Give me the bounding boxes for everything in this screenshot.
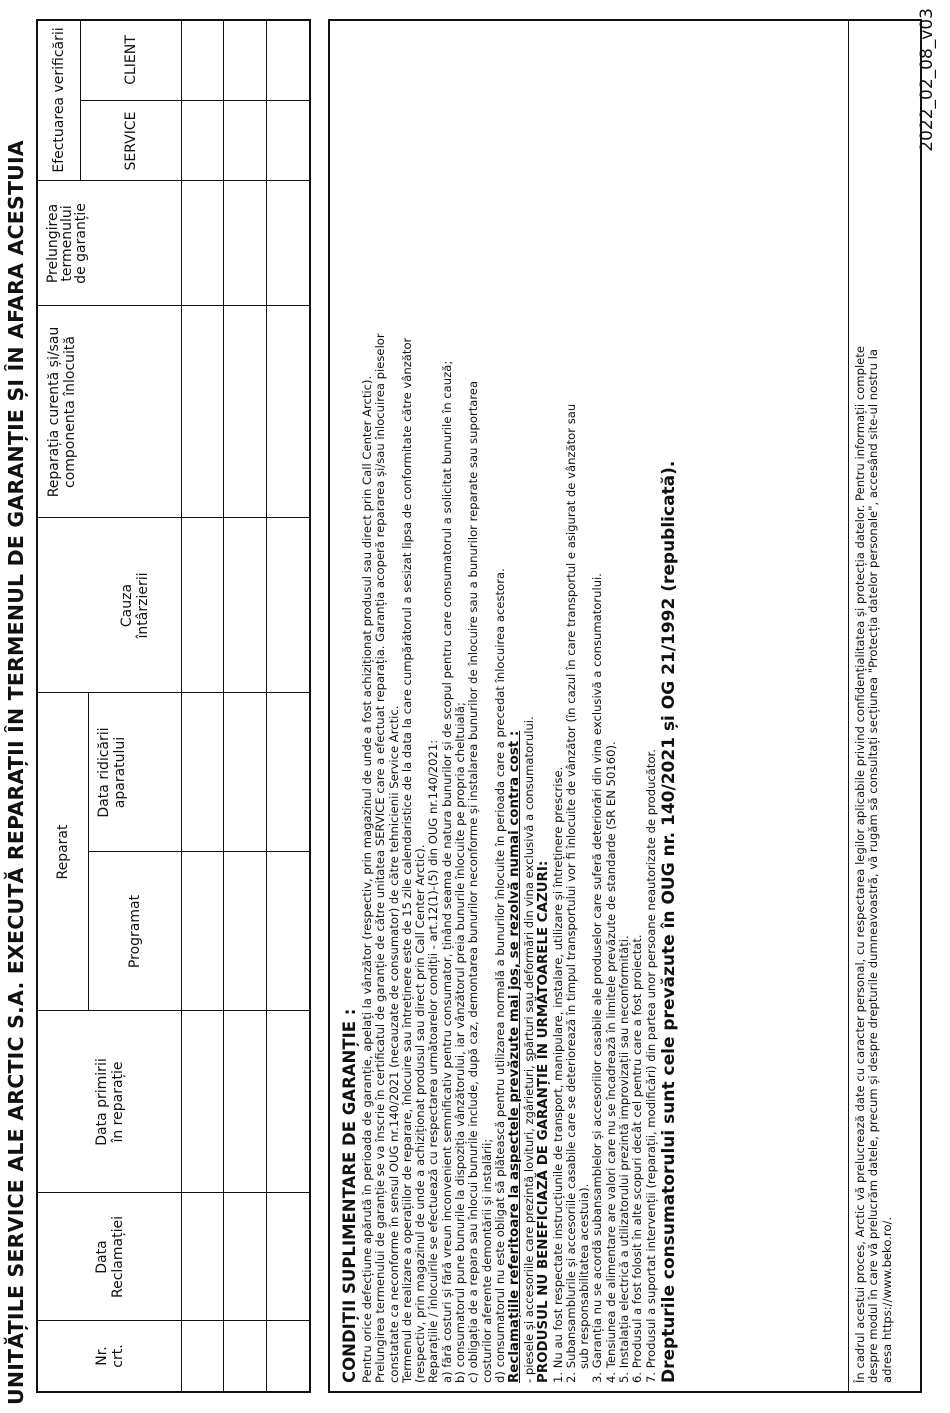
reclamatii-item: - piesele și accesoriile care prezintă lovituri, zgârieturi, spărturi sau deformări din vina exclusivă a consumatorului. [521,716,536,1383]
exclusion-item: 1. Nu au fost respectate instrucțiunile de transport, manipulare, instalare, utilizare și întreținere prescrise. [550,766,565,1383]
header-data-primirii: Data primirii în reparație [93,1058,126,1146]
conditions-paragraph: b) consumatorul pune bunurile la dispoziția vânzătorului, iar vânzătorul preia bunurile înlocuite pe propria cheltuială; [453,702,468,1383]
conditions-paragraph: Prelungirea termenului de garanție se va înscrie în certificatul de garanție de către unitatea SERVICE care a efectuat reparația. Garanția acoperă repararea și/sau înlocuirea pieselor [373,333,388,1383]
header-reparatia-curenta: Reparația curentă și/sau componenta înlocuită [46,326,78,498]
header-reparat: Reparat [55,824,71,880]
conditions-paragraph: (respectiv, prin magazinul de unde a achiziționat produsul sau direct prin Call Center Arctic). [413,844,428,1383]
exclusion-item: sub responsabilitatea acestuia). [577,1183,592,1369]
conditions-paragraph: Pentru orice defecțiune apărută în perioada de garanție, apelați la vânzător (respectiv, prin magazinul de unde a fost achiziționat produsul sau direct prin Call Center Arctic). [360,375,374,1383]
exclusion-item: 3. Garanția nu se acordă subansamblelor și accesoriilor casabile ale produselor care suferă deteriorări din vina exclusivă a consumatorului. [590,573,605,1383]
conditions-paragraph: a) fără costuri și fără vreun inconvenient semnificativ pentru consumator, ținând seama de natura bunurilor și de scopul pentru care consumatorul a solicitat bunurile în cauză; [439,360,454,1383]
conditions-paragraph: constatate ca neconforme în sensul OUG nr.140/2021 (necauzate de consumator) de către tehnicienii Service Arctic. [386,705,401,1383]
privacy-footer: În cadrul acestui proces, Arctic vă prelucrează date cu caracter personal, cu respectarea legilor aplicabile privind confidențialitatea și protecția datelor. Pentru informații complete despre modul în care vă prelucrăm datele, precum și despre drepturile dumneavoastră, vă rugăm să consultați secțiunea "Protecția datelor personale", accesând site-ul nostru la adresa https://www.beko.ro/. [853,346,894,1383]
exclusion-item: 4. Tensiunea de alimentare are valori care nu se încadrează în limitele prevăzute de standarde (SR EN 50160). [603,741,618,1383]
header-data-reclamatiei: Data Reclamației [93,1216,126,1298]
warranty-conditions-box [328,19,922,1393]
header-data-ridicarii: Data ridicării aparatului [96,727,128,818]
header-prelungirea: Prelungirea termenului de garanție [45,203,89,284]
exclusion-item: 6. Produsul a fost folosit în alte scopuri decât cel pentru care a fost proiectat. [630,934,645,1383]
conditions-heading: CONDIȚII SUPLIMENTARE DE GARANȚIE : [340,1008,359,1383]
conditions-paragraph: Termenul de realizare a operațiilor de reparare, înlocuire sau întreținere este de 15 zile calendaristice de la data la care cumpărătorul a sesizat lipsa de conformitate către vânzător [399,337,414,1383]
exclusion-item: 2. Subansamblurile și accesoriile casabile care se deteriorează în timpul transportului vor fi înlocuite de vânzător (în cazul în care transportul e asigurat de vânzător sau [563,403,578,1383]
consumer-rights: Drepturile consumatorului sunt cele prevăzute în OUG nr. 140/2021 și OG 21/1992 (republicată). [658,460,679,1383]
conditions-paragraph: d) consumatorul nu este obligat să plătească pentru utilizarea normală a bunurilor înlocuite în perioada care a precedat înlocuirea acestora. [492,568,507,1383]
reclamatii-heading: Reclamațiile referitoare la aspectele prevăzute mai jos, se rezolvă numai contra cost : [507,730,523,1383]
repair-log-table [36,19,311,1393]
conditions-paragraph: c) obligația de a repara sau înlocui bunurile include, după caz, demontarea bunurilor neconforme și instalarea bunurilor de înlocuire sau a bunurilor reparate sau suportarea [466,380,481,1383]
exclusion-item: 7. Produsul a suportat intervenții (reparații, modificări) din partea unor persoane neautorizate de producător. [643,749,658,1383]
header-nr-crt: Nr. crt. [93,1344,126,1368]
header-client: CLIENT [122,35,139,85]
header-service: SERVICE [122,111,139,171]
header-efectuarea-verificarii: Efectuarea verificării [51,27,67,173]
conditions-text [336,29,846,1383]
header-programat: Programat [126,894,143,969]
exclusions-heading: PRODUSUL NU BENEFICIAZĂ DE GARANȚIE ÎN URMĂTOARELE CAZURI: [536,860,552,1383]
header-cauza: Cauza întârzierii [119,572,151,639]
exclusion-item: 5. Instalația electrică a utilizatorului prezintă improvizații sau neconformități. [617,935,632,1383]
conditions-paragraph: costurilor aferente demontării și instalării; [479,1138,494,1383]
conditions-paragraph: Reparațiile / înlocuirile se efectuează cu respectarea următoarelor condiții - art.12(1)-(5) din OUG nr.140/2021: [426,739,441,1383]
page-title: UNITĂȚILE SERVICE ALE ARCTIC S.A. EXECUTĂ REPARAȚII ÎN TERMENUL DE GARANȚIE ȘI ÎN AFARA ACESTUIA [4,140,28,1405]
document-code: 2022_02_08_v03 [917,8,937,152]
footer-divider [848,21,849,1391]
